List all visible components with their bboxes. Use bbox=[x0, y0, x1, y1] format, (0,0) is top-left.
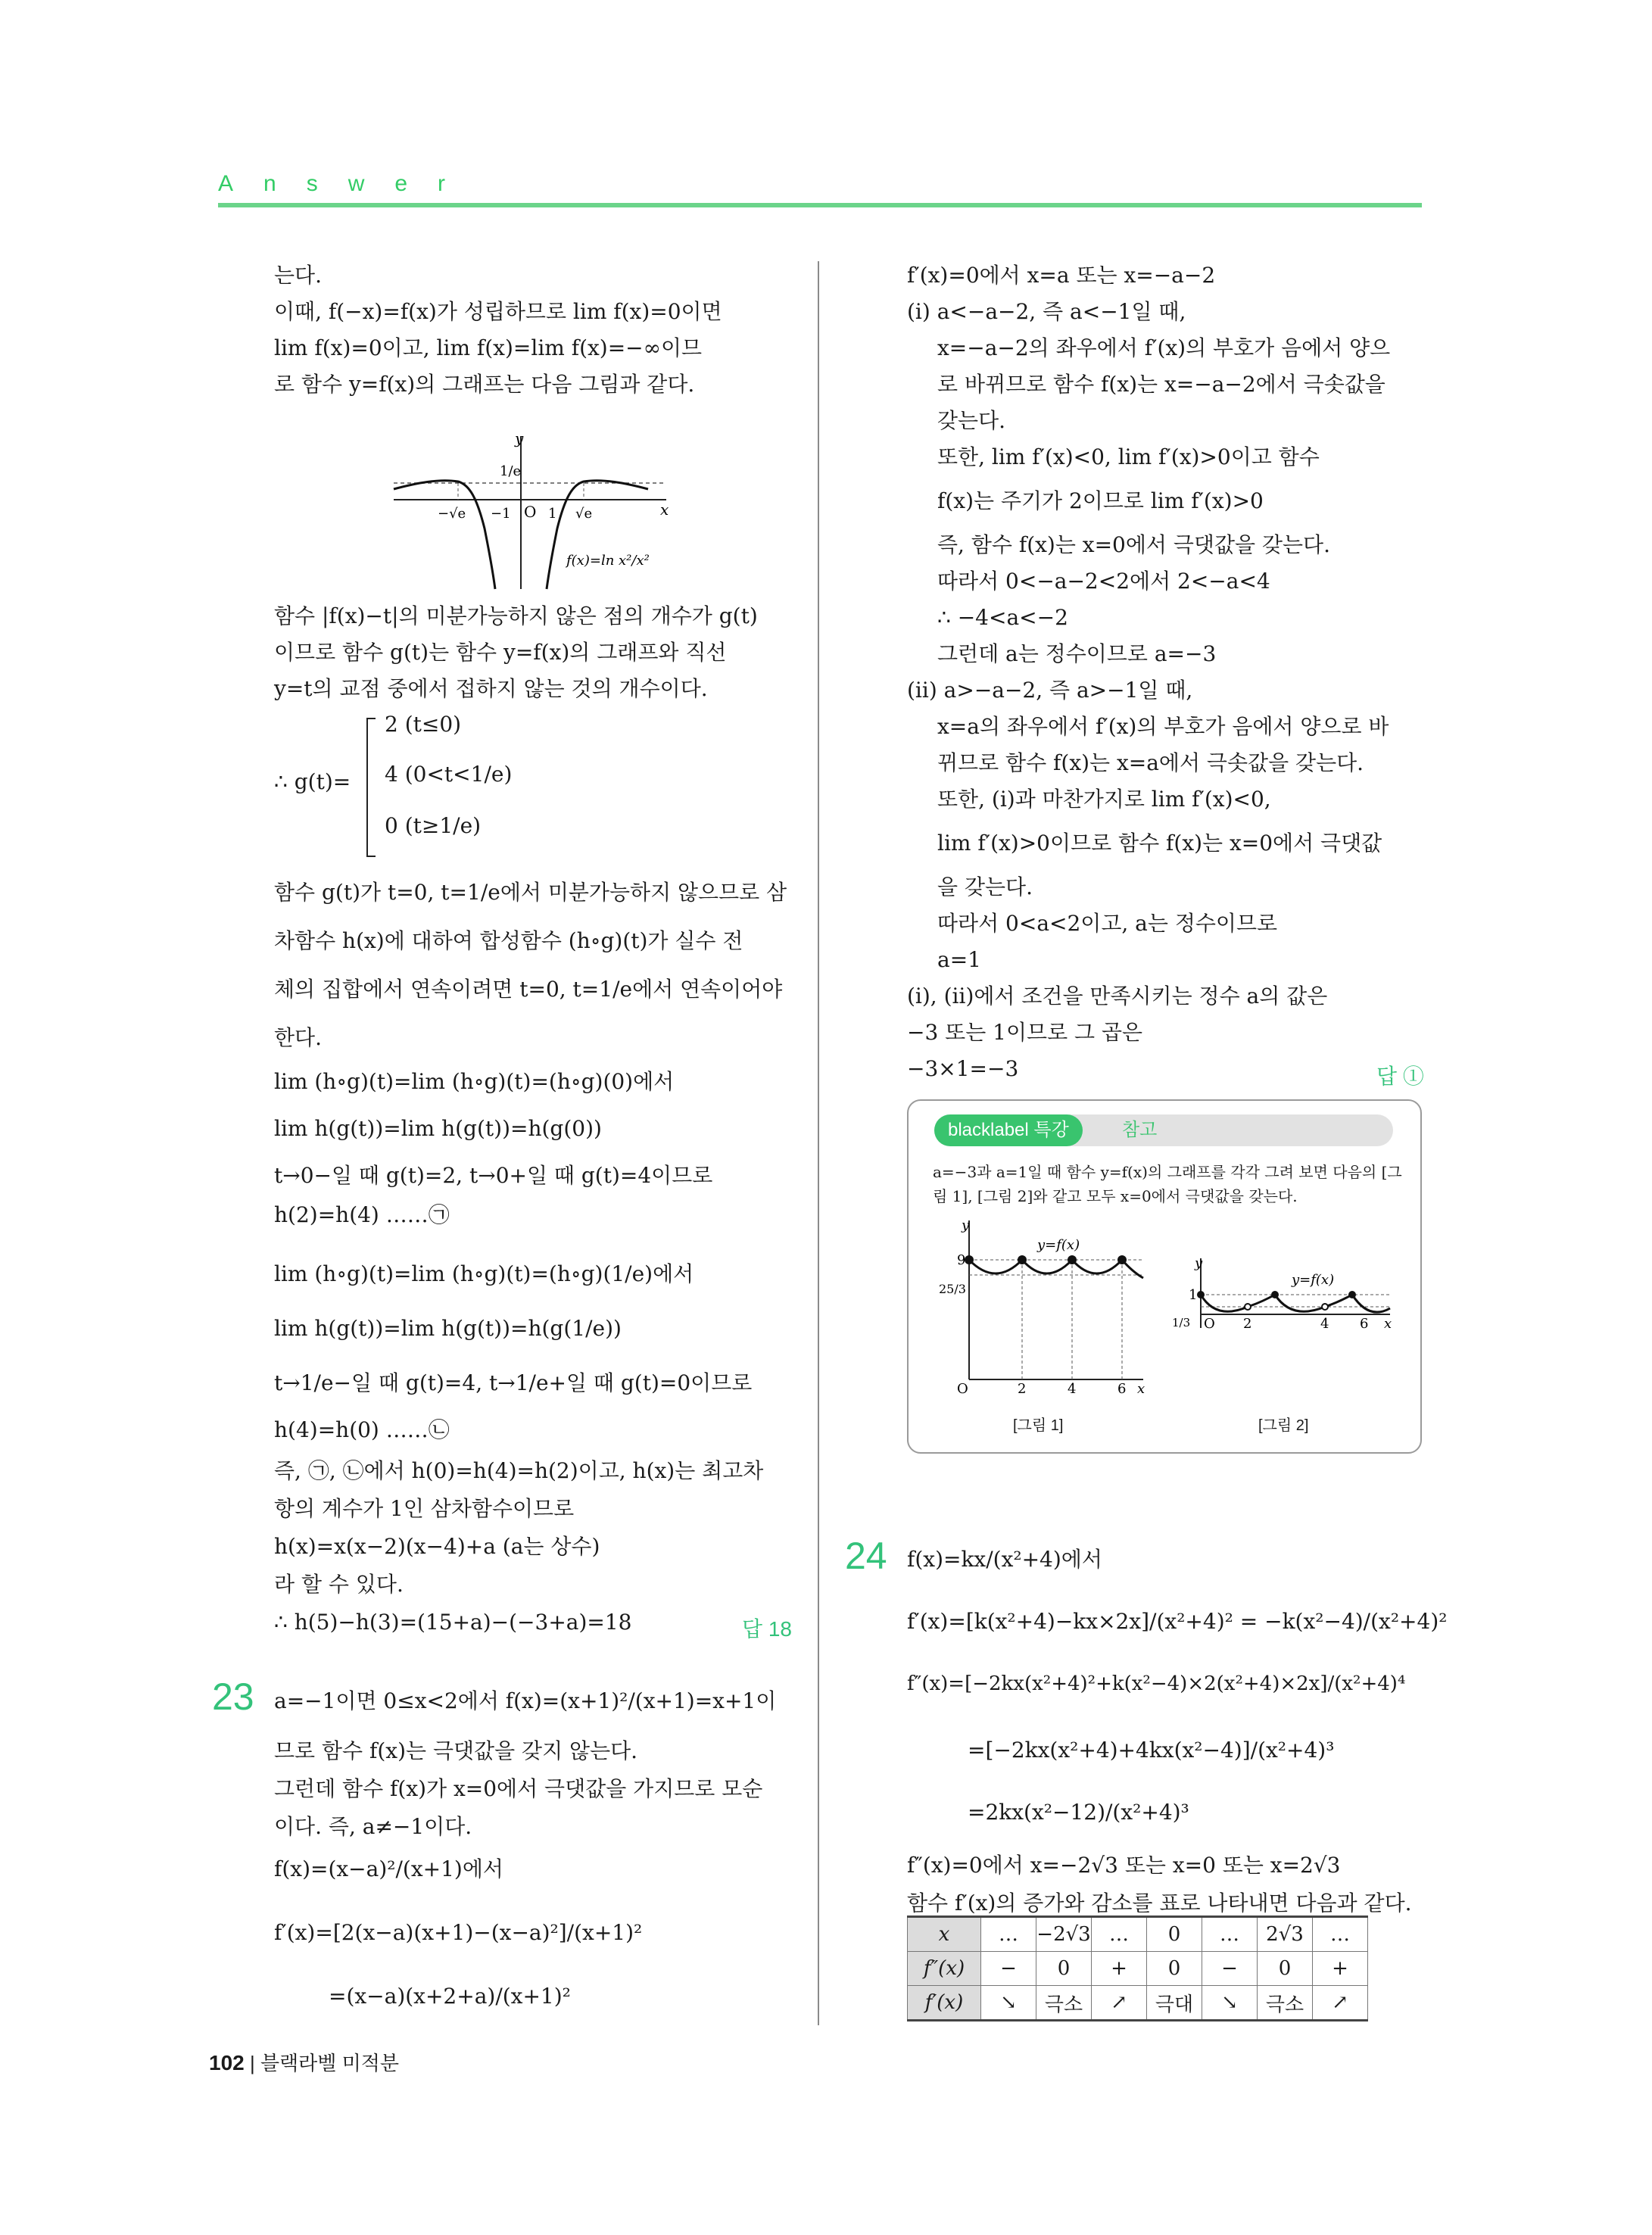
text-line: 함수 f′(x)의 증가와 감소를 표로 나타내면 다음과 같다. bbox=[907, 1891, 1412, 1915]
text-line: lim (h∘g)(t)=lim (h∘g)(t)=(h∘g)(0)에서 bbox=[274, 1069, 675, 1094]
text-line: 을 갖는다. bbox=[937, 874, 1033, 899]
table-cell: x bbox=[908, 1917, 981, 1952]
fig2-origin: O bbox=[1204, 1316, 1215, 1332]
text-line: y=t의 교점 중에서 접하지 않는 것의 개수이다. bbox=[274, 676, 708, 701]
text-line: h(x)=x(x−2)(x−4)+a (a는 상수) bbox=[274, 1534, 600, 1559]
text-line: f(x)=kx/(x²+4)에서 bbox=[907, 1547, 1102, 1572]
text-line: 즉, 함수 f(x)는 x=0에서 극댓값을 갖는다. bbox=[937, 532, 1330, 557]
table-cell: − bbox=[1202, 1952, 1258, 1986]
question-number-23: 23 bbox=[212, 1675, 254, 1718]
text-line: 이때, f(−x)=f(x)가 성립하므로 lim f(x)=0이면 bbox=[274, 299, 722, 324]
text-line: t→0−일 때 g(t)=2, t→0+일 때 g(t)=4이므로 bbox=[274, 1163, 713, 1188]
book-title: 블랙라벨 미적분 bbox=[260, 2052, 399, 2074]
text-line: lim h(g(t))=lim h(g(t))=h(g(1/e)) bbox=[274, 1316, 622, 1341]
text-line: 그런데 함수 f(x)가 x=0에서 극댓값을 가지므로 모순 bbox=[274, 1776, 763, 1801]
text-line: a=−1이면 0≤x<2에서 f(x)=(x+1)²/(x+1)=x+1이 bbox=[274, 1688, 777, 1713]
fig2-y: y bbox=[1195, 1255, 1203, 1271]
text-line: 따라서 0<−a−2<2에서 2<−a<4 bbox=[937, 569, 1270, 594]
text-line: x=a의 좌우에서 f′(x)의 부호가 음에서 양으로 바 bbox=[937, 714, 1389, 739]
fig2-1: 1 bbox=[1189, 1287, 1198, 1303]
fig1-t2: 2 bbox=[1018, 1381, 1027, 1396]
text-line: f′(x)=[2(x−a)(x+1)−(x−a)²]/(x+1)² bbox=[274, 1920, 643, 1945]
text-line: 므로 함수 f(x)는 극댓값을 갖지 않는다. bbox=[274, 1738, 638, 1763]
table-cell: 극소 bbox=[1036, 1986, 1092, 2021]
table-cell: … bbox=[1092, 1917, 1147, 1952]
fig1-9: 9 bbox=[957, 1252, 966, 1268]
text-line: 항의 계수가 1인 삼차함수이므로 bbox=[274, 1496, 575, 1521]
fig1-label: y=f(x) bbox=[1037, 1237, 1080, 1253]
piecewise-lead: ∴ g(t)= bbox=[274, 769, 351, 794]
text-line: 그런데 a는 정수이므로 a=−3 bbox=[937, 641, 1217, 666]
text-line: 따라서 0<a<2이고, a는 정수이므로 bbox=[937, 911, 1278, 936]
graph-y-label: y bbox=[515, 430, 524, 447]
table-cell: ↗ bbox=[1092, 1986, 1147, 2021]
text-line: h(4)=h(0) ……㉡ bbox=[274, 1417, 450, 1442]
text-line: (ⅰ) a<−a−2, 즉 a<−1일 때, bbox=[907, 299, 1186, 324]
left-block-3 bbox=[274, 872, 796, 1640]
note-tag: 참고 bbox=[1122, 1120, 1158, 1140]
text-line: h(2)=h(4) ……㉠ bbox=[274, 1202, 450, 1227]
text-line: x=−a−2의 좌우에서 f′(x)의 부호가 음에서 양으 bbox=[937, 335, 1391, 360]
header-rule bbox=[218, 203, 1422, 207]
text-line: f(x)=(x−a)²/(x+1)에서 bbox=[274, 1856, 503, 1881]
fig1-t6: 6 bbox=[1117, 1381, 1127, 1396]
blacklabel-note-box bbox=[907, 1099, 1422, 1454]
text-line: −3 또는 1이므로 그 곱은 bbox=[907, 1020, 1143, 1045]
text-line: t→1/e−일 때 g(t)=4, t→1/e+일 때 g(t)=0이므로 bbox=[274, 1370, 753, 1395]
fig2-t4: 4 bbox=[1320, 1316, 1329, 1332]
table-cell: ↘ bbox=[981, 1986, 1036, 2021]
text-line: ∴ −4<a<−2 bbox=[937, 605, 1068, 630]
text-line: ∴ h(5)−h(3)=(15+a)−(−3+a)=18 bbox=[274, 1610, 632, 1635]
table-row bbox=[908, 1917, 1368, 1952]
answer-23: 답 ① bbox=[1376, 1065, 1424, 1088]
right-block-2 bbox=[907, 1537, 1448, 1923]
footer-separator: | bbox=[249, 2052, 260, 2074]
text-line: f″(x)=0에서 x=−2√3 또는 x=0 또는 x=2√3 bbox=[907, 1853, 1341, 1878]
piecewise-row: 4 (0<t<1/e) bbox=[385, 762, 513, 787]
right-block-1 bbox=[907, 257, 1429, 1087]
piecewise-row: 0 (t≥1/e) bbox=[385, 813, 482, 838]
table-row bbox=[908, 1952, 1368, 1986]
graph-1e: 1/e bbox=[500, 463, 522, 479]
brace bbox=[366, 718, 376, 857]
table-cell: f′(x) bbox=[908, 1986, 981, 2021]
table-cell: 0 bbox=[1147, 1952, 1202, 1986]
table-cell: 2√3 bbox=[1258, 1917, 1313, 1952]
text-line: 뀌므로 함수 f(x)는 x=a에서 극솟값을 갖는다. bbox=[937, 750, 1364, 775]
text-line: 이므로 함수 g(t)는 함수 y=f(x)의 그래프와 직선 bbox=[274, 640, 727, 665]
table-cell: … bbox=[1202, 1917, 1258, 1952]
fig1-25-3: 25/3 bbox=[939, 1282, 966, 1296]
table-cell: ↘ bbox=[1202, 1986, 1258, 2021]
text-line: 또한, lim f′(x)<0, lim f′(x)>0이고 함수 bbox=[937, 444, 1320, 469]
graph-fx: f(x)=ln x²/x² bbox=[566, 553, 650, 569]
table-cell: 극대 bbox=[1147, 1986, 1202, 2021]
text-line: (ⅱ) a>−a−2, 즉 a>−1일 때, bbox=[907, 678, 1193, 703]
column-divider bbox=[818, 261, 819, 2025]
table-cell: 극소 bbox=[1258, 1986, 1313, 2021]
text-line: =2kx(x²−12)/(x²+4)³ bbox=[968, 1800, 1189, 1825]
note-badge-label: blacklabel 특강 bbox=[934, 1114, 1083, 1146]
note-figure-2 bbox=[1170, 1252, 1398, 1343]
text-line: =[−2kx(x²+4)+4kx(x²−4)]/(x²+4)³ bbox=[968, 1738, 1335, 1763]
text-line: lim (h∘g)(t)=lim (h∘g)(t)=(h∘g)(1/e)에서 bbox=[274, 1261, 694, 1286]
left-block-1 bbox=[274, 257, 796, 403]
text-line: −3×1=−3 bbox=[907, 1056, 1019, 1081]
table-cell: −2√3 bbox=[1036, 1917, 1092, 1952]
table-cell: … bbox=[981, 1917, 1036, 1952]
fig2-x: x bbox=[1384, 1316, 1392, 1332]
text-line: 체의 집합에서 연속이려면 t=0, t=1/e에서 연속이어야 bbox=[274, 977, 783, 1002]
table-cell: ↗ bbox=[1313, 1986, 1368, 2021]
fig2-caption: [그림 2] bbox=[1258, 1417, 1309, 1434]
graph-x-label: x bbox=[660, 500, 669, 519]
note-text: a=−3과 a=1일 때 함수 y=f(x)의 그래프를 각각 그려 보면 다음의 [그림 1], [그림 2]와 같고 모두 x=0에서 극댓값을 갖는다. bbox=[933, 1163, 1402, 1205]
table-cell: f″(x) bbox=[908, 1952, 981, 1986]
variation-table bbox=[907, 1915, 1368, 2021]
page-number: 102 bbox=[209, 2051, 245, 2074]
header-word: Answer bbox=[218, 171, 476, 196]
text-line: f(x)는 주기가 2이므로 lim f′(x)>0 bbox=[937, 488, 1264, 513]
graph-lnx2 bbox=[386, 430, 674, 597]
fig1-caption: [그림 1] bbox=[1013, 1417, 1064, 1434]
fig2-1-3: 1/3 bbox=[1172, 1316, 1191, 1329]
page-footer bbox=[209, 2048, 399, 2076]
note-badge bbox=[934, 1114, 1393, 1146]
fig1-origin: O bbox=[957, 1381, 968, 1396]
fig2-t2: 2 bbox=[1243, 1316, 1252, 1332]
table-cell: − bbox=[981, 1952, 1036, 1986]
text-line: 함수 g(t)가 t=0, t=1/e에서 미분가능하지 않으므로 삼 bbox=[274, 880, 787, 905]
fig1-x: x bbox=[1137, 1381, 1145, 1396]
text-line: 는다. bbox=[274, 263, 322, 288]
fig1-y: y bbox=[962, 1217, 970, 1233]
text-line: 갖는다. bbox=[937, 408, 1006, 433]
fig2-t6: 6 bbox=[1360, 1316, 1369, 1332]
graph-sqrt-e: √e bbox=[575, 506, 593, 522]
text-line: 한다. bbox=[274, 1025, 322, 1050]
text-line: (ⅰ), (ⅱ)에서 조건을 만족시키는 정수 a의 값은 bbox=[907, 983, 1328, 1008]
text-line: lim h(g(t))=lim h(g(t))=h(g(0)) bbox=[274, 1116, 602, 1141]
note-figure-1 bbox=[924, 1214, 1151, 1396]
answer-22: 답 18 bbox=[742, 1617, 792, 1641]
table-row bbox=[908, 1986, 1368, 2021]
graph-neg-sqrt-e: −√e bbox=[438, 506, 466, 522]
text-line: f′(x)=0에서 x=a 또는 x=−a−2 bbox=[907, 263, 1216, 288]
graph-1: 1 bbox=[548, 506, 557, 522]
text-line: 이다. 즉, a≠−1이다. bbox=[274, 1814, 472, 1839]
piecewise-g bbox=[274, 712, 796, 863]
text-line: f′(x)=[k(x²+4)−kx×2x]/(x²+4)² = −k(x²−4)/(x²+4)² bbox=[907, 1609, 1448, 1634]
text-line: =(x−a)(x+2+a)/(x+1)² bbox=[329, 1984, 571, 2009]
text-line: 즉, ㉠, ㉡에서 h(0)=h(4)=h(2)이고, h(x)는 최고차 bbox=[274, 1458, 764, 1483]
piecewise-row: 2 (t≤0) bbox=[385, 712, 462, 737]
graph-neg-1: −1 bbox=[491, 506, 511, 522]
text-line: 차함수 h(x)에 대하여 합성함수 (h∘g)(t)가 실수 전 bbox=[274, 928, 743, 953]
table-cell: … bbox=[1313, 1917, 1368, 1952]
table-cell: 0 bbox=[1147, 1917, 1202, 1952]
text-line: 또한, (ⅰ)과 마찬가지로 lim f′(x)<0, bbox=[937, 787, 1271, 812]
text-line: lim f′(x)>0이므로 함수 f(x)는 x=0에서 극댓값 bbox=[937, 831, 1382, 856]
table-cell: + bbox=[1313, 1952, 1368, 1986]
fig1-t4: 4 bbox=[1068, 1381, 1077, 1396]
text-line: 함수 |f(x)−t|의 미분가능하지 않은 점의 개수가 g(t) bbox=[274, 603, 758, 628]
table-cell: 0 bbox=[1258, 1952, 1313, 1986]
text-line: 라 할 수 있다. bbox=[274, 1572, 404, 1597]
text-line: a=1 bbox=[937, 947, 981, 972]
question-number-24: 24 bbox=[845, 1535, 887, 1577]
graph-origin: O bbox=[524, 503, 537, 521]
table-cell: 0 bbox=[1036, 1952, 1092, 1986]
text-line: lim f(x)=0이고, lim f(x)=lim f(x)=−∞이므 bbox=[274, 335, 703, 360]
fig2-label: y=f(x) bbox=[1292, 1272, 1335, 1288]
left-block-2 bbox=[274, 598, 796, 707]
table-cell: + bbox=[1092, 1952, 1147, 1986]
text-line: 로 함수 y=f(x)의 그래프는 다음 그림과 같다. bbox=[274, 372, 695, 397]
left-block-4 bbox=[274, 1682, 796, 2023]
text-line: 로 바뀌므로 함수 f(x)는 x=−a−2에서 극솟값을 bbox=[937, 372, 1385, 397]
text-line: f″(x)=[−2kx(x²+4)²+k(x²−4)×2(x²+4)×2x]/(x²+4)⁴ bbox=[907, 1672, 1406, 1695]
